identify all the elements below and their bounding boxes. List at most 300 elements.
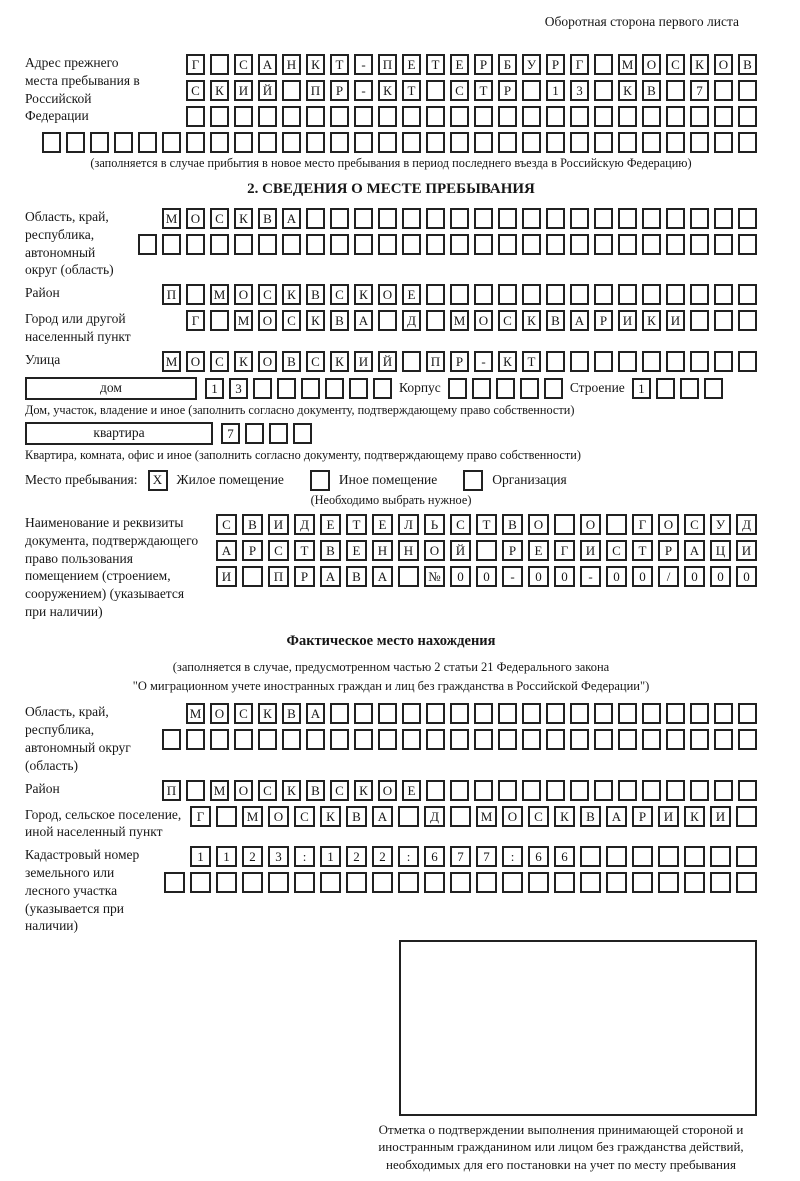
char-cell[interactable]: 0 (606, 566, 627, 587)
char-cell[interactable] (210, 729, 229, 750)
char-cell[interactable] (570, 729, 589, 750)
char-cell[interactable] (253, 378, 272, 399)
char-cell[interactable] (474, 780, 493, 801)
char-cell[interactable] (618, 284, 637, 305)
char-cell[interactable] (570, 780, 589, 801)
char-cell[interactable] (402, 208, 421, 229)
char-cell[interactable] (325, 378, 344, 399)
char-cell[interactable] (642, 208, 661, 229)
char-cell[interactable]: 3 (229, 378, 248, 399)
char-cell[interactable] (642, 106, 661, 127)
char-cell[interactable] (642, 132, 661, 153)
char-cell[interactable]: П (426, 351, 445, 372)
char-cell[interactable] (354, 208, 373, 229)
char-cell[interactable] (642, 703, 661, 724)
char-cell[interactable] (666, 729, 685, 750)
char-cell[interactable] (618, 106, 637, 127)
char-cell[interactable] (522, 132, 541, 153)
char-cell[interactable]: О (528, 514, 549, 535)
char-cell[interactable] (570, 234, 589, 255)
char-cell[interactable] (330, 703, 349, 724)
char-cell[interactable] (138, 132, 157, 153)
char-cell[interactable]: О (258, 310, 277, 331)
char-cell[interactable] (164, 872, 185, 893)
char-cell[interactable]: А (372, 806, 393, 827)
char-cell[interactable]: И (736, 540, 757, 561)
char-cell[interactable] (90, 132, 109, 153)
char-cell[interactable]: В (642, 80, 661, 101)
char-cell[interactable] (522, 284, 541, 305)
char-cell[interactable] (498, 729, 517, 750)
char-cell[interactable]: О (378, 284, 397, 305)
char-cell[interactable]: К (354, 780, 373, 801)
char-cell[interactable] (738, 234, 757, 255)
char-cell[interactable]: С (258, 284, 277, 305)
char-cell[interactable] (306, 208, 325, 229)
char-cell[interactable]: Т (426, 54, 445, 75)
char-cell[interactable]: И (354, 351, 373, 372)
char-cell[interactable] (690, 234, 709, 255)
char-cell[interactable]: С (528, 806, 549, 827)
char-cell[interactable] (258, 729, 277, 750)
char-cell[interactable] (736, 806, 757, 827)
char-cell[interactable]: 0 (528, 566, 549, 587)
char-cell[interactable]: О (378, 780, 397, 801)
char-cell[interactable]: А (606, 806, 627, 827)
char-cell[interactable] (450, 703, 469, 724)
char-cell[interactable]: О (580, 514, 601, 535)
char-cell[interactable]: С (606, 540, 627, 561)
char-cell[interactable] (282, 234, 301, 255)
char-cell[interactable]: Р (330, 80, 349, 101)
char-cell[interactable]: Д (736, 514, 757, 535)
char-cell[interactable] (618, 729, 637, 750)
char-cell[interactable]: К (684, 806, 705, 827)
char-cell[interactable]: Й (258, 80, 277, 101)
char-cell[interactable] (738, 703, 757, 724)
char-cell[interactable] (710, 846, 731, 867)
char-cell[interactable]: Й (378, 351, 397, 372)
char-cell[interactable]: К (618, 80, 637, 101)
char-cell[interactable]: А (306, 703, 325, 724)
char-cell[interactable] (426, 234, 445, 255)
char-cell[interactable] (293, 423, 312, 444)
char-cell[interactable]: К (522, 310, 541, 331)
char-cell[interactable]: : (502, 846, 523, 867)
char-cell[interactable] (736, 846, 757, 867)
char-cell[interactable] (618, 132, 637, 153)
char-cell[interactable] (162, 729, 181, 750)
char-cell[interactable] (690, 284, 709, 305)
char-cell[interactable]: Г (186, 310, 205, 331)
char-cell[interactable] (426, 703, 445, 724)
char-cell[interactable] (658, 846, 679, 867)
char-cell[interactable] (684, 872, 705, 893)
char-cell[interactable] (450, 234, 469, 255)
char-cell[interactable]: Т (522, 351, 541, 372)
char-cell[interactable] (162, 234, 181, 255)
char-cell[interactable]: - (354, 54, 373, 75)
char-cell[interactable] (450, 208, 469, 229)
char-cell[interactable] (398, 566, 419, 587)
char-cell[interactable]: Р (474, 54, 493, 75)
char-cell[interactable]: О (642, 54, 661, 75)
char-cell[interactable]: К (282, 284, 301, 305)
char-cell[interactable] (306, 106, 325, 127)
char-cell[interactable] (450, 284, 469, 305)
char-cell[interactable] (658, 872, 679, 893)
char-cell[interactable]: - (474, 351, 493, 372)
char-cell[interactable] (738, 729, 757, 750)
char-cell[interactable] (186, 106, 205, 127)
char-cell[interactable] (570, 703, 589, 724)
char-cell[interactable]: К (498, 351, 517, 372)
char-cell[interactable] (594, 208, 613, 229)
char-cell[interactable] (546, 132, 565, 153)
char-cell[interactable] (294, 872, 315, 893)
char-cell[interactable]: М (210, 780, 229, 801)
char-cell[interactable] (690, 208, 709, 229)
char-cell[interactable] (498, 106, 517, 127)
char-cell[interactable] (450, 132, 469, 153)
char-cell[interactable] (594, 80, 613, 101)
char-cell[interactable] (402, 729, 421, 750)
char-cell[interactable] (398, 806, 419, 827)
char-cell[interactable]: О (234, 780, 253, 801)
char-cell[interactable] (426, 132, 445, 153)
char-cell[interactable] (496, 378, 515, 399)
char-cell[interactable]: К (554, 806, 575, 827)
char-cell[interactable]: Т (294, 540, 315, 561)
char-cell[interactable]: С (210, 208, 229, 229)
char-cell[interactable] (498, 208, 517, 229)
char-cell[interactable] (258, 234, 277, 255)
char-cell[interactable] (714, 351, 733, 372)
char-cell[interactable] (474, 106, 493, 127)
char-cell[interactable] (580, 846, 601, 867)
char-cell[interactable] (426, 106, 445, 127)
char-cell[interactable] (714, 80, 733, 101)
char-cell[interactable] (472, 378, 491, 399)
char-cell[interactable] (282, 132, 301, 153)
char-cell[interactable]: 7 (690, 80, 709, 101)
char-cell[interactable] (546, 729, 565, 750)
char-cell[interactable] (301, 378, 320, 399)
char-cell[interactable]: И (268, 514, 289, 535)
char-cell[interactable] (632, 872, 653, 893)
char-cell[interactable] (426, 310, 445, 331)
char-cell[interactable]: В (346, 806, 367, 827)
char-cell[interactable]: Г (570, 54, 589, 75)
char-cell[interactable]: : (398, 846, 419, 867)
char-cell[interactable] (42, 132, 61, 153)
char-cell[interactable]: Е (402, 284, 421, 305)
char-cell[interactable]: С (498, 310, 517, 331)
char-cell[interactable] (210, 106, 229, 127)
char-cell[interactable]: / (658, 566, 679, 587)
char-cell[interactable] (476, 872, 497, 893)
char-cell[interactable]: П (378, 54, 397, 75)
char-cell[interactable] (320, 872, 341, 893)
char-cell[interactable] (330, 234, 349, 255)
char-cell[interactable] (704, 378, 723, 399)
char-cell[interactable] (522, 234, 541, 255)
char-cell[interactable] (618, 703, 637, 724)
char-cell[interactable]: В (502, 514, 523, 535)
char-cell[interactable]: К (258, 703, 277, 724)
stay-type-checkbox-residential[interactable]: X (148, 470, 168, 491)
char-cell[interactable] (594, 284, 613, 305)
char-cell[interactable] (245, 423, 264, 444)
char-cell[interactable]: Е (402, 54, 421, 75)
char-cell[interactable]: К (234, 351, 253, 372)
char-cell[interactable]: О (234, 284, 253, 305)
char-cell[interactable] (642, 284, 661, 305)
char-cell[interactable]: К (306, 54, 325, 75)
char-cell[interactable]: О (186, 351, 205, 372)
char-cell[interactable] (378, 208, 397, 229)
char-cell[interactable]: И (580, 540, 601, 561)
char-cell[interactable] (402, 106, 421, 127)
char-cell[interactable]: О (714, 54, 733, 75)
char-cell[interactable]: 0 (736, 566, 757, 587)
char-cell[interactable] (570, 132, 589, 153)
char-cell[interactable]: Е (402, 780, 421, 801)
char-cell[interactable] (378, 132, 397, 153)
char-cell[interactable]: Н (398, 540, 419, 561)
char-cell[interactable]: К (306, 310, 325, 331)
char-cell[interactable] (330, 729, 349, 750)
char-cell[interactable] (330, 106, 349, 127)
char-cell[interactable] (354, 132, 373, 153)
char-cell[interactable] (114, 132, 133, 153)
char-cell[interactable] (354, 729, 373, 750)
char-cell[interactable] (330, 208, 349, 229)
char-cell[interactable]: 6 (528, 846, 549, 867)
char-cell[interactable]: Р (450, 351, 469, 372)
char-cell[interactable] (474, 729, 493, 750)
char-cell[interactable]: О (210, 703, 229, 724)
char-cell[interactable]: 6 (554, 846, 575, 867)
char-cell[interactable] (606, 514, 627, 535)
char-cell[interactable]: А (354, 310, 373, 331)
char-cell[interactable]: 2 (242, 846, 263, 867)
char-cell[interactable] (498, 284, 517, 305)
char-cell[interactable] (690, 729, 709, 750)
char-cell[interactable]: С (330, 284, 349, 305)
char-cell[interactable]: Р (546, 54, 565, 75)
char-cell[interactable] (618, 208, 637, 229)
char-cell[interactable] (242, 566, 263, 587)
stay-type-checkbox-other-premises[interactable] (310, 470, 330, 491)
char-cell[interactable] (306, 234, 325, 255)
char-cell[interactable] (546, 106, 565, 127)
char-cell[interactable] (402, 234, 421, 255)
char-cell[interactable]: В (282, 351, 301, 372)
char-cell[interactable] (349, 378, 368, 399)
char-cell[interactable] (666, 703, 685, 724)
char-cell[interactable] (354, 703, 373, 724)
char-cell[interactable]: М (476, 806, 497, 827)
char-cell[interactable] (186, 234, 205, 255)
char-cell[interactable] (186, 780, 205, 801)
char-cell[interactable] (666, 208, 685, 229)
char-cell[interactable] (268, 872, 289, 893)
char-cell[interactable] (714, 106, 733, 127)
char-cell[interactable]: В (282, 703, 301, 724)
char-cell[interactable] (666, 234, 685, 255)
char-cell[interactable]: Н (372, 540, 393, 561)
char-cell[interactable]: П (162, 780, 181, 801)
char-cell[interactable] (690, 703, 709, 724)
char-cell[interactable] (594, 780, 613, 801)
char-cell[interactable] (666, 351, 685, 372)
char-cell[interactable] (546, 234, 565, 255)
char-cell[interactable]: Б (498, 54, 517, 75)
char-cell[interactable]: Е (450, 54, 469, 75)
char-cell[interactable]: 1 (546, 80, 565, 101)
char-cell[interactable] (594, 351, 613, 372)
char-cell[interactable] (690, 351, 709, 372)
char-cell[interactable]: В (346, 566, 367, 587)
char-cell[interactable]: М (186, 703, 205, 724)
char-cell[interactable] (546, 208, 565, 229)
char-cell[interactable] (210, 234, 229, 255)
char-cell[interactable] (710, 872, 731, 893)
char-cell[interactable] (282, 80, 301, 101)
char-cell[interactable] (474, 284, 493, 305)
stay-type-checkbox-organization[interactable] (463, 470, 483, 491)
char-cell[interactable] (162, 132, 181, 153)
char-cell[interactable]: У (710, 514, 731, 535)
char-cell[interactable] (346, 872, 367, 893)
char-cell[interactable]: 6 (424, 846, 445, 867)
char-cell[interactable]: С (186, 80, 205, 101)
char-cell[interactable] (690, 106, 709, 127)
char-cell[interactable]: В (242, 514, 263, 535)
char-cell[interactable]: О (186, 208, 205, 229)
char-cell[interactable]: К (282, 780, 301, 801)
char-cell[interactable]: Е (372, 514, 393, 535)
char-cell[interactable]: О (502, 806, 523, 827)
char-cell[interactable] (522, 729, 541, 750)
char-cell[interactable] (330, 132, 349, 153)
char-cell[interactable] (666, 132, 685, 153)
char-cell[interactable]: Т (474, 80, 493, 101)
char-cell[interactable] (378, 703, 397, 724)
char-cell[interactable]: К (690, 54, 709, 75)
char-cell[interactable]: О (474, 310, 493, 331)
char-cell[interactable]: Г (190, 806, 211, 827)
char-cell[interactable] (594, 54, 613, 75)
char-cell[interactable]: Р (242, 540, 263, 561)
char-cell[interactable] (258, 132, 277, 153)
char-cell[interactable]: Г (186, 54, 205, 75)
char-cell[interactable]: С (306, 351, 325, 372)
char-cell[interactable] (474, 703, 493, 724)
char-cell[interactable] (402, 132, 421, 153)
char-cell[interactable] (269, 423, 288, 444)
char-cell[interactable] (546, 703, 565, 724)
char-cell[interactable] (618, 780, 637, 801)
char-cell[interactable]: Л (398, 514, 419, 535)
char-cell[interactable] (544, 378, 563, 399)
char-cell[interactable] (234, 106, 253, 127)
char-cell[interactable] (498, 132, 517, 153)
char-cell[interactable]: В (330, 310, 349, 331)
char-cell[interactable]: И (710, 806, 731, 827)
char-cell[interactable]: 1 (190, 846, 211, 867)
char-cell[interactable] (450, 872, 471, 893)
char-cell[interactable]: М (242, 806, 263, 827)
char-cell[interactable] (606, 872, 627, 893)
char-cell[interactable]: И (658, 806, 679, 827)
char-cell[interactable]: А (216, 540, 237, 561)
char-cell[interactable] (666, 780, 685, 801)
char-cell[interactable]: С (234, 54, 253, 75)
char-cell[interactable]: 1 (205, 378, 224, 399)
char-cell[interactable] (528, 872, 549, 893)
char-cell[interactable]: 7 (221, 423, 240, 444)
char-cell[interactable] (234, 234, 253, 255)
char-cell[interactable] (714, 703, 733, 724)
char-cell[interactable] (216, 872, 237, 893)
char-cell[interactable] (738, 106, 757, 127)
char-cell[interactable]: И (234, 80, 253, 101)
char-cell[interactable] (642, 780, 661, 801)
char-cell[interactable]: : (294, 846, 315, 867)
char-cell[interactable]: М (162, 351, 181, 372)
char-cell[interactable] (210, 132, 229, 153)
char-cell[interactable] (498, 780, 517, 801)
char-cell[interactable] (282, 106, 301, 127)
char-cell[interactable]: 0 (450, 566, 471, 587)
char-cell[interactable] (680, 378, 699, 399)
char-cell[interactable]: С (234, 703, 253, 724)
char-cell[interactable] (372, 872, 393, 893)
char-cell[interactable]: В (306, 780, 325, 801)
char-cell[interactable] (570, 351, 589, 372)
char-cell[interactable]: В (320, 540, 341, 561)
house-type-box[interactable]: дом (25, 377, 197, 400)
char-cell[interactable] (426, 208, 445, 229)
char-cell[interactable]: С (268, 540, 289, 561)
char-cell[interactable]: № (424, 566, 445, 587)
char-cell[interactable]: К (642, 310, 661, 331)
char-cell[interactable] (426, 80, 445, 101)
char-cell[interactable]: Т (476, 514, 497, 535)
char-cell[interactable]: С (450, 514, 471, 535)
char-cell[interactable]: Ь (424, 514, 445, 535)
char-cell[interactable] (306, 132, 325, 153)
char-cell[interactable]: В (738, 54, 757, 75)
char-cell[interactable] (666, 284, 685, 305)
char-cell[interactable] (474, 132, 493, 153)
char-cell[interactable] (186, 132, 205, 153)
char-cell[interactable]: С (210, 351, 229, 372)
char-cell[interactable] (402, 351, 421, 372)
char-cell[interactable]: М (450, 310, 469, 331)
char-cell[interactable] (738, 351, 757, 372)
char-cell[interactable]: Т (346, 514, 367, 535)
char-cell[interactable]: Р (658, 540, 679, 561)
char-cell[interactable] (354, 106, 373, 127)
char-cell[interactable]: С (330, 780, 349, 801)
char-cell[interactable]: О (424, 540, 445, 561)
char-cell[interactable] (594, 729, 613, 750)
char-cell[interactable]: К (354, 284, 373, 305)
char-cell[interactable]: А (282, 208, 301, 229)
